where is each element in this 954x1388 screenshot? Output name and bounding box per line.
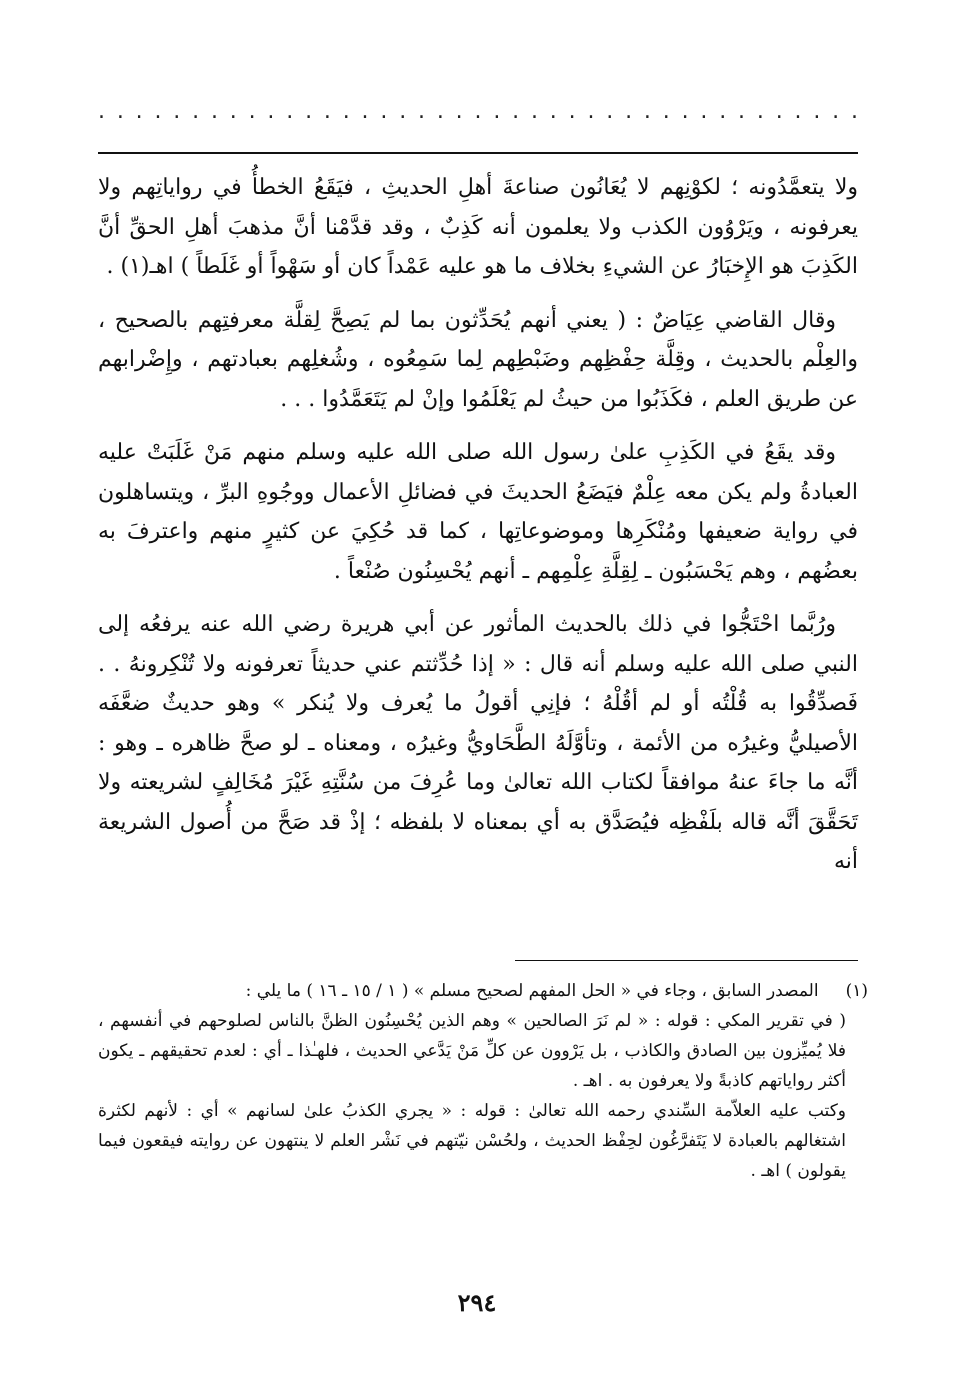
paragraph-3: وقد يقَعُ في الكَذِبِ علىٰ رسول الله صلى الله عليه وسلم منهم مَنْ غَلَبَتْ عليه العبادةُ ولم يكن معه عِلْمٌ فيَضَعُ الحديثَ في فضائلِ الأعمال ووجُوهِ البرِّ ، ويتساهلون في رواية ضعيفها ومُنْكَرِها وموضوعاتِها ، كما قد حُكِيَ عن كثيرٍ منهم واعترفَ به بعضُهم ، وهم يَحْسَبُون ـ لِقِلَّةِ عِلْمِهم ـ أنهم يُحْسِنُون صُنْعاً . — [98, 440, 858, 584]
footnote-line-2: ( في تقرير المكي : قوله : « لم نَرَ الصالحين » وهم الذين يُحْسِنُون الظنَّ بالناس لصلوحهم في أنفسهم ، فلا يُميِّزون بين الصادق والكاذب ، بل يَرْوون عن كلِّ مَنْ يَدَّعي الحديث ، فلهـٰذا ـ أي : لعدم تحقيقهم ـ يكون أكثر رواياتهم كاذبةً ولا يعرفون به . اهـ . — [98, 1011, 847, 1091]
paragraph-4: ورُبَّما احْتَجُّوا في ذلك بالحديث المأثور عن أبي هريرة رضي الله عنه يرفعُه إلى النبي صلى الله عليه وسلم أنه قال : « إذا حُدِّثتم عني حديثاً تعرفونه ولا تُنْكِرونهُ . . فَصدِّقُوا به قُلْتُه أو لم أقُلْهُ ؛ فإنِي أقولُ ما يُعرف ولا يُنكر » وهو حديثٌ ضعَّفَه الأصيليُّ وغيرُه من الأئمة ، وتأوَّلَهُ الطَّحَاويُّ وغيرُه ، ومعناه ـ لو صحَّ ظاهره ـ وهو : أنَّه ما جاءَ عنهُ موافقاً لكتاب الله تعالىٰ وما عُرِفَ من سُنَّتِهِ غَيْرَ مُخَالِفٍ لشريعته ولا تَحَقَّقَ أنَّه قاله بلَفْظِه فيُصَدَّق به أي بمعناه لا بلفظه ؛ إذْ قد صَحَّ من أُصول الشريعة أنه — [98, 612, 858, 874]
page-number: ٢٩٤ — [457, 1288, 497, 1317]
footnote-rule — [515, 960, 858, 961]
paragraph-2: وقال القاضي عِيَاضٌ : ( يعني أنهم يُحَدِّثون بما لم يَصِحَّ لِقلَّة معرفتِهم بالصحيح ، والعِلْم بالحديث ، وقِلَّة حِفْظِهم وضَبْطِهم لِما سَمِعُوه ، وشُغلِهم بعبادتهم ، وإِضْرابهم عن طريق العلم ، فكَذَبُوا من حيثُ لم يَعْلَمُوا وإنْ لم يَتَعَمَّدُوا . . . — [98, 307, 858, 412]
top-rule — [98, 152, 858, 154]
footnote-1 — [98, 976, 868, 1006]
header-dots: . . . . . . . . . . . . . . . . . . . . . . . . . . . . . . . . . . . . . . . . . — [98, 99, 858, 124]
footnotes — [98, 976, 868, 1186]
main-text — [98, 168, 858, 896]
footnote-number: (١) — [845, 981, 868, 1001]
footnote-line-1: المصدر السابق ، وجاء في « الحل المفهم لصحيح مسلم » ( ١ / ١٥ ـ ١٦ ) ما يلي : — [245, 981, 819, 1001]
paragraph-1: ولا يتعمَّدُونه ؛ لكوْنِهم لا يُعَانُون صناعةَ أهلِ الحديثِ ، فيَقَعُ الخطأُ في رواياتِهم ولا يعرفونه ، ويَرْوُون الكذب ولا يعلمون أنه كَذِبٌ ، وقد قدَّمْنا أنَّ مذهبَ أهلِ الحقِّ أنَّ الكَذِبَ هو الإِخبَارُ عن الشيءِ بخلاف ما هو عليه عَمْداً كان أو سَهْواً أو غَلَطاً ) اهـ(١) . — [98, 175, 858, 279]
footnote-line-3: وكتب عليه العلاّمة السِّندي رحمه الله تعالىٰ : قوله : « يجري الكذبُ علىٰ لسانهم » أي : لأنهم لكثرة اشتغالهم بالعبادة لا يَتَفرَّغُون لحِفْظ الحديث ، ولحُسْن نيّتهم في نَشْر العلم لا ينتهون عن روايته فيقعون فيما يقولون ) اهـ . — [98, 1101, 846, 1181]
